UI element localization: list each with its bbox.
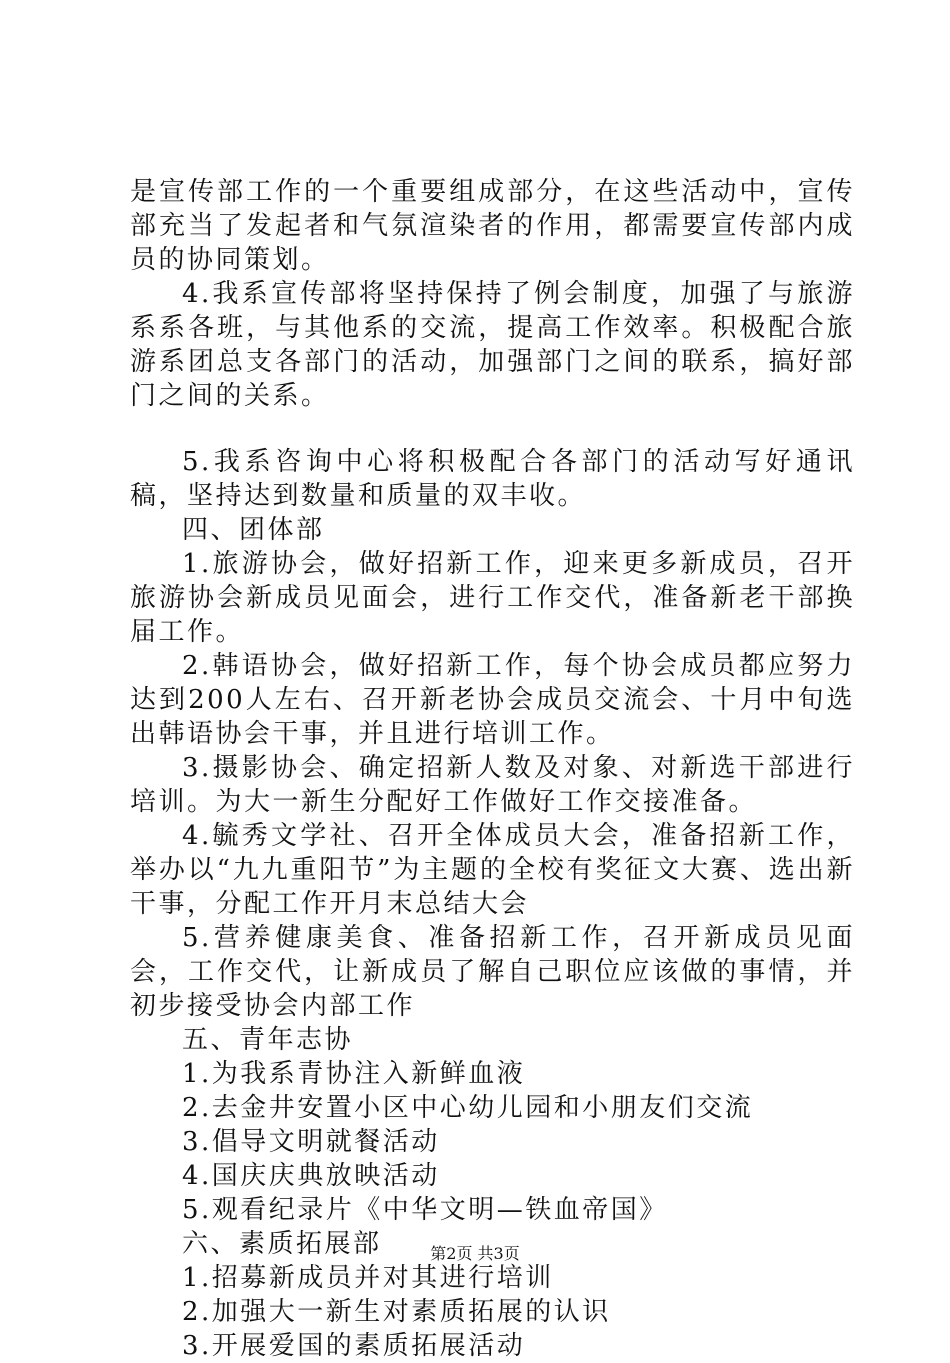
list-item: 5.观看纪录片《中华文明—铁血帝国》 <box>182 1195 668 1225</box>
section-heading-youth-volunteers: 五、青年志协 <box>182 1025 354 1055</box>
page-footer <box>0 1244 950 1264</box>
paragraph-photography-association: 3.摄影协会、确定招新人数及对象、对新选干部进行培训。为大一新生分配好工作做好工作交接准备。 <box>130 753 855 817</box>
paragraph-korean-association: 2.韩语协会，做好招新工作，每个协会成员都应努力达到200人左右、召开新老协会成员交流会、十月中旬选出韩语协会干事，并且进行培训工作。 <box>130 651 855 749</box>
document-body <box>130 175 855 1363</box>
list-item: 3.开展爱国的素质拓展活动 <box>182 1331 526 1361</box>
list-item: 4.国庆庆典放映活动 <box>182 1161 440 1191</box>
list-item: 2.去金井安置小区中心幼儿园和小朋友们交流 <box>182 1093 754 1123</box>
section-heading-quality-development: 六、素质拓展部 <box>182 1229 382 1259</box>
list-item: 1.招募新成员并对其进行培训 <box>182 1263 554 1293</box>
paragraph-consulting-item-5: 5.我系咨询中心将积极配合各部门的活动写好通讯稿，坚持达到数量和质量的双丰收。 <box>130 447 855 511</box>
list-item: 2.加强大一新生对素质拓展的认识 <box>182 1297 611 1327</box>
section-heading-groups: 四、团体部 <box>182 515 325 545</box>
paragraph-nutrition-food: 5.营养健康美食、准备招新工作，召开新成员见面会，工作交代，让新成员了解自己职位应该做的事情，并初步接受协会内部工作 <box>130 923 855 1021</box>
paragraph-propaganda-item-4: 4.我系宣传部将坚持保持了例会制度，加强了与旅游系系各班，与其他系的交流，提高工作效率。积极配合旅游系团总支各部门的活动，加强部门之间的联系，搞好部门之间的关系。 <box>130 279 855 411</box>
page-indicator: 第2页 共3页 <box>430 1244 520 1263</box>
paragraph-continuation: 是宣传部工作的一个重要组成部分，在这些活动中，宣传部充当了发起者和气氛渲染者的作用，都需要宣传部内成员的协同策划。 <box>130 177 855 275</box>
paragraph-literature-club: 4.毓秀文学社、召开全体成员大会，准备招新工作，举办以“九九重阳节”为主题的全校有奖征文大赛、选出新干事，分配工作开月末总结大会 <box>130 821 855 919</box>
paragraph-tourism-association: 1.旅游协会，做好招新工作，迎来更多新成员，召开旅游协会新成员见面会，进行工作交代，准备新老干部换届工作。 <box>130 549 855 647</box>
list-item: 3.倡导文明就餐活动 <box>182 1127 440 1157</box>
list-item: 1.为我系青协注入新鲜血液 <box>182 1059 526 1089</box>
